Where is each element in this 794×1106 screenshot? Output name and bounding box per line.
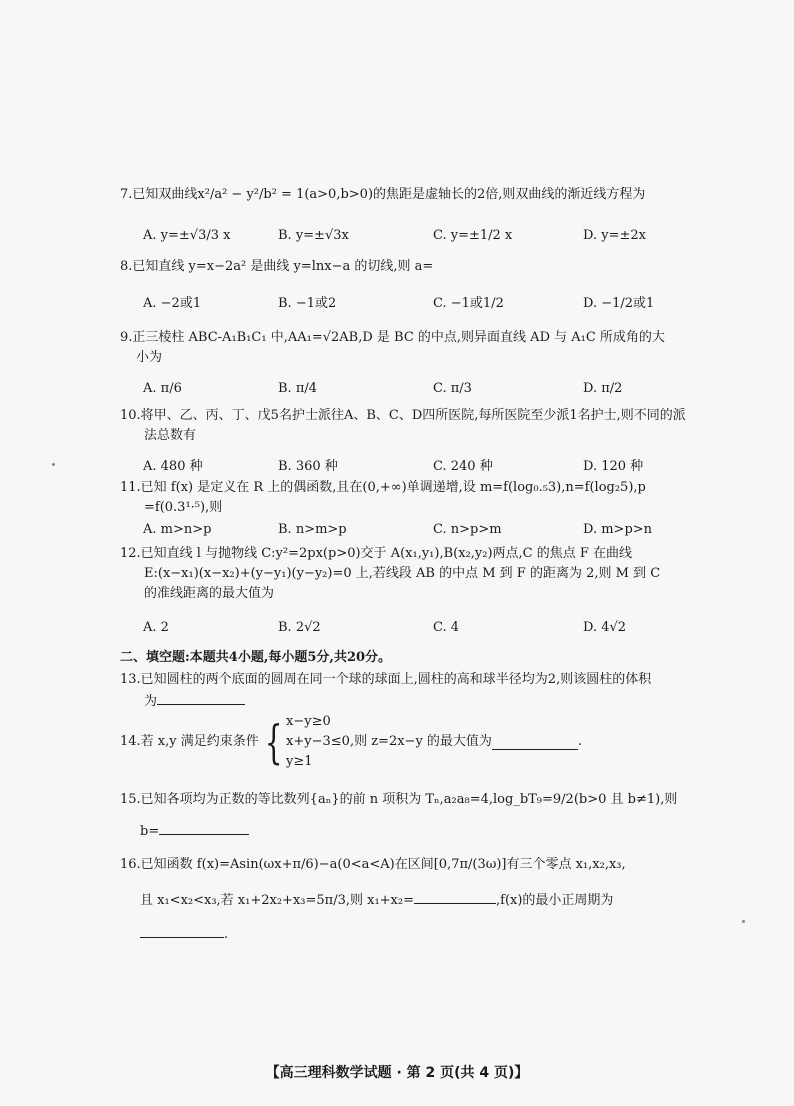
question-10-stem: 10.将甲、乙、丙、丁、戊5名护士派往A、B、C、D四所医院,每所医院至少派1名护士,则不同的派 法总数有 [120,408,686,443]
question-10-options [143,455,743,479]
q8-option-c: C. −1或1/2 [433,296,504,311]
q10-option-a: A. 480 种 [143,459,203,474]
question-13-stem: 13.已知圆柱的两个底面的圆周在同一个球的球面上,圆柱的高和球半径均为2,则该圆柱的体积 为 [120,672,652,709]
q11-option-c: C. n>p>m [433,522,502,537]
q9-option-a: A. π/6 [143,381,182,396]
q11-option-d: D. m>p>n [583,522,653,537]
q7-option-b: B. y=±√3x [278,228,349,243]
q8-option-a: A. −2或1 [143,296,202,311]
page-footer: 【高三理科数学试题 · 第 2 页(共 4 页)】 [265,1065,529,1081]
q8-option-b: B. −1或2 [278,296,337,311]
q11-option-b: B. n>m>p [278,522,347,537]
section-fill-in-title: 二、填空题:本题共4小题,每小题5分,共20分。 [120,650,392,665]
question-9-options [143,381,743,405]
q14-answer-blank[interactable] [492,735,578,750]
q12-option-a: A. 2 [143,620,169,635]
question-15-stem: 15.已知各项均为正数的等比数列{aₙ}的前 n 项积为 Tₙ,a₂a₈=4,log_bT₉=9/2(b>0 且 b≠1),则 b= [120,792,678,839]
question-8-stem: 8.已知直线 y=x−2a² 是曲线 y=lnx−a 的切线,则 a= [120,259,434,274]
q10-option-d: D. 120 种 [583,459,644,474]
question-11-stem: 11.已知 f(x) 是定义在 R 上的偶函数,且在(0,+∞)单调递增,设 m=f(log₀.₅3),n=f(log₂5),p =f(0.3¹·⁵),则 [120,480,646,515]
question-12-options [143,620,743,644]
q9-option-b: B. π/4 [278,381,318,396]
q15-answer-blank[interactable] [159,820,249,835]
q7-option-c: C. y=±1/2 x [433,228,513,243]
constraint-system: x−y≥0 x+y−3≤0 y≥1 [286,714,350,769]
q7-option-a: A. y=±√3/3 x [143,228,231,243]
q7-option-d: D. y=±2x [583,228,646,243]
q9-option-d: D. π/2 [583,381,623,396]
q12-option-d: D. 4√2 [583,620,627,635]
question-12-stem: 12.已知直线 l 与抛物线 C:y²=2px(p>0)交于 A(x₁,y₁),B(x₂,y₂)两点,C 的焦点 F 在曲线 E:(x−x₁)(x−x₂)+(y−y₁)(y−y₂)=0 上,若线段 AB 的中点 M 到 F 的距离为 2,则 M 到 C 的准线距离的最大值为 [120,546,661,601]
q10-option-b: B. 360 种 [278,459,338,474]
brace-symbol: { [264,715,283,769]
question-11-options [143,522,743,546]
q10-option-c: C. 240 种 [433,459,493,474]
q16-answer-blank-2[interactable] [140,923,224,938]
question-16-stem: 16.已知函数 f(x)=Asin(ωx+π/6)−a(0<a<A)在区间[0,7π/(3ω)]有三个零点 x₁,x₂,x₃, 且 x₁<x₂<x₃,若 x₁+2x₂+x₃=5π/3,则 x₁+x₂= ,f(x)的最小正周期为 . [120,857,626,942]
q11-option-a: A. m>n>p [143,522,212,537]
q12-option-c: C. 4 [433,620,460,635]
q16-answer-blank-1[interactable] [414,889,496,904]
q12-option-b: B. 2√2 [278,620,321,635]
question-7-options [143,228,743,252]
question-14-stem: 14.若 x,y 满足约束条件 { x−y≥0 x+y−3≤0 y≥1 ,则 z=2x−y 的最大值为 . [120,712,740,772]
scan-dot [742,920,745,923]
scan-dot [52,463,55,466]
q9-option-c: C. π/3 [433,381,472,396]
question-7-stem: 7.已知双曲线x²/a² − y²/b² = 1(a>0,b>0)的焦距是虚轴长的2倍,则双曲线的渐近线方程为 [120,187,646,202]
question-9-stem: 9.正三棱柱 ABC-A₁B₁C₁ 中,AA₁=√2AB,D 是 BC 的中点,则异面直线 AD 与 A₁C 所成角的大 小为 [120,330,665,365]
q13-answer-blank[interactable] [157,690,245,705]
q8-option-d: D. −1/2或1 [583,296,655,311]
question-8-options [143,292,743,316]
